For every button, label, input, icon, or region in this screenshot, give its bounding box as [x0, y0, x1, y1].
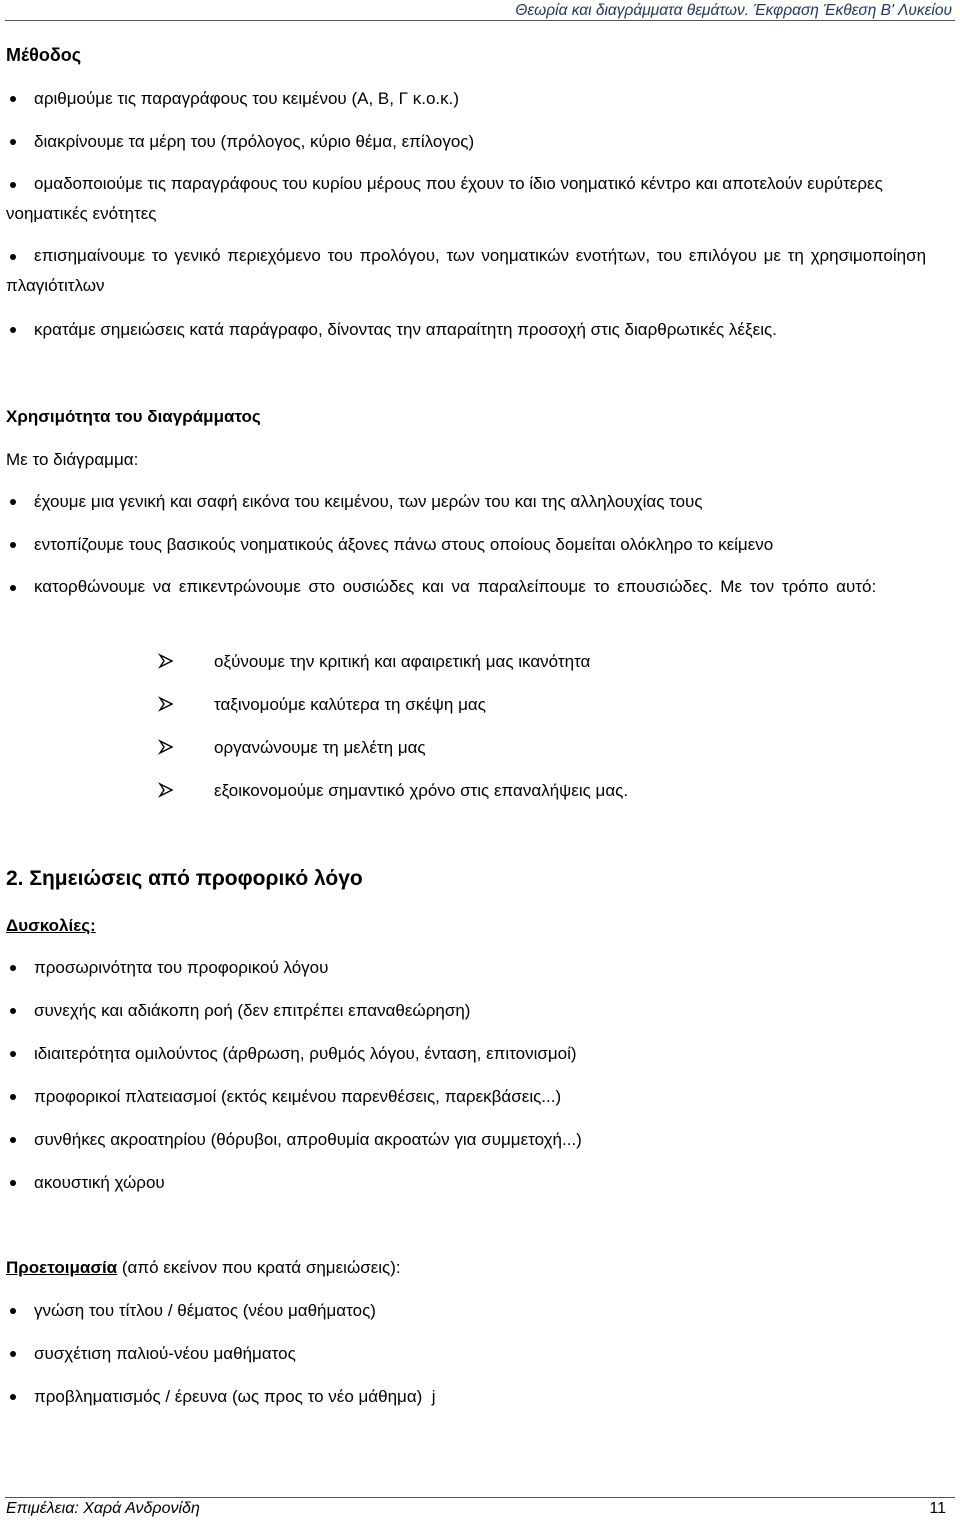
- footer-author: Επιμέλεια: Χαρά Ανδρονίδη: [6, 1500, 200, 1517]
- bullet: [10, 1394, 16, 1400]
- difficulties-label: Δυσκολίες:: [6, 916, 96, 935]
- bullet: [10, 139, 16, 145]
- usefulness-subitem: εξοικονομούμε σημαντικό χρόνο στις επαναλήψεις μας.: [214, 781, 629, 800]
- method-item: κρατάμε σημειώσεις κατά παράγραφο, δίνοντας την απαραίτητη προσοχή στις διαρθρωτικές λέξεις.: [34, 320, 777, 339]
- method-item: διακρίνουμε τα μέρη του (πρόλογος, κύριο θέμα, επίλογος): [34, 132, 475, 151]
- method-item: ομαδοποιούμε τις παραγράφους του κυρίου μέρους που έχουν το ίδιο νοηματικό κέντρο και αποτελούν ευρύτερες νοηματικές ενότητες: [6, 174, 883, 223]
- bullet: [10, 1308, 16, 1314]
- bullet: [10, 1351, 16, 1357]
- oral-heading: 2. Σημειώσεις από προφορικό λόγο: [6, 867, 363, 890]
- difficulty-item: συνθήκες ακροατηρίου (θόρυβοι, απροθυμία ακροατών για συμμετοχή...): [34, 1130, 582, 1149]
- bullet: [10, 327, 16, 333]
- usefulness-item: εντοπίζουμε τους βασικούς νοηματικούς άξονες πάνω στους οποίους δομείται ολόκληρο το κείμενο: [34, 535, 774, 554]
- bullet: [10, 542, 16, 548]
- header-divider: [5, 20, 955, 21]
- bullet: [10, 1137, 16, 1143]
- bullet: [10, 96, 16, 102]
- usefulness-item: κατορθώνουμε να επικεντρώνουμε στο ουσιώδες και να παραλείπουμε το επουσιώδες. Με τον τρόπο αυτό:: [34, 577, 877, 596]
- usefulness-heading: Χρησιμότητα του διαγράμματος: [6, 407, 261, 426]
- difficulty-item: προφορικοί πλατειασμοί (εκτός κειμένου παρενθέσεις, παρεκβάσεις...): [34, 1087, 562, 1106]
- method-item: επισημαίνουμε το γενικό περιεχόμενο του προλόγου, των νοηματικών ενοτήτων, του επιλόγου με τη χρησιμοποίηση πλαγιότιτλων: [6, 246, 927, 295]
- method-item: αριθμούμε τις παραγράφους του κειμένου (Α, Β, Γ κ.ο.κ.): [34, 89, 460, 108]
- arrow-bullet-icon: [158, 782, 174, 798]
- bullet: [10, 499, 16, 505]
- difficulty-item: προσωρινότητα του προφορικού λόγου: [34, 958, 329, 977]
- arrow-bullet-icon: [158, 739, 174, 755]
- preparation-item: γνώση του τίτλου / θέματος (νέου μαθήματος): [34, 1301, 376, 1320]
- preparation-note: (από εκείνον που κρατά σημειώσεις):: [117, 1258, 401, 1277]
- usefulness-subitem: οργανώνουμε τη μελέτη μας: [214, 738, 426, 757]
- arrow-bullet-icon: [158, 653, 174, 669]
- difficulty-item: συνεχής και αδιάκοπη ροή (δεν επιτρέπει επαναθεώρηση): [34, 1001, 471, 1020]
- preparation-label: Προετοιμασία: [6, 1258, 118, 1277]
- bullet: [10, 1008, 16, 1014]
- difficulty-item: ακουστική χώρου: [34, 1173, 165, 1192]
- usefulness-subitem: ταξινομούμε καλύτερα τη σκέψη μας: [214, 695, 486, 714]
- usefulness-subitem: οξύνουμε την κριτική και αφαιρετική μας ικανότητα: [214, 652, 591, 671]
- usefulness-item: έχουμε μια γενική και σαφή εικόνα του κειμένου, των μερών του και της αλληλουχίας τους: [34, 492, 703, 511]
- difficulty-item: ιδιαιτερότητα ομιλούντος (άρθρωση, ρυθμός λόγου, ένταση, επιτονισμοί): [34, 1044, 577, 1063]
- method-heading: Μέθοδος: [6, 45, 82, 65]
- page-number: 11: [929, 1500, 946, 1517]
- running-header: Θεωρία και διαγράμματα θεμάτων. Έκφραση Έκθεση Β' Λυκείου: [515, 2, 952, 19]
- preparation-item: προβληματισμός / έρευνα (ως προς το νέο μάθημα) j: [34, 1387, 436, 1406]
- bullet: [10, 1180, 16, 1186]
- arrow-bullet-icon: [158, 696, 174, 712]
- footer-divider: [5, 1497, 955, 1498]
- usefulness-intro: Με το διάγραμμα:: [6, 450, 139, 469]
- preparation-line: [6, 1257, 401, 1279]
- bullet: [10, 1094, 16, 1100]
- bullet: [10, 965, 16, 971]
- bullet: [10, 1051, 16, 1057]
- preparation-item: συσχέτιση παλιού-νέου μαθήματος: [34, 1344, 296, 1363]
